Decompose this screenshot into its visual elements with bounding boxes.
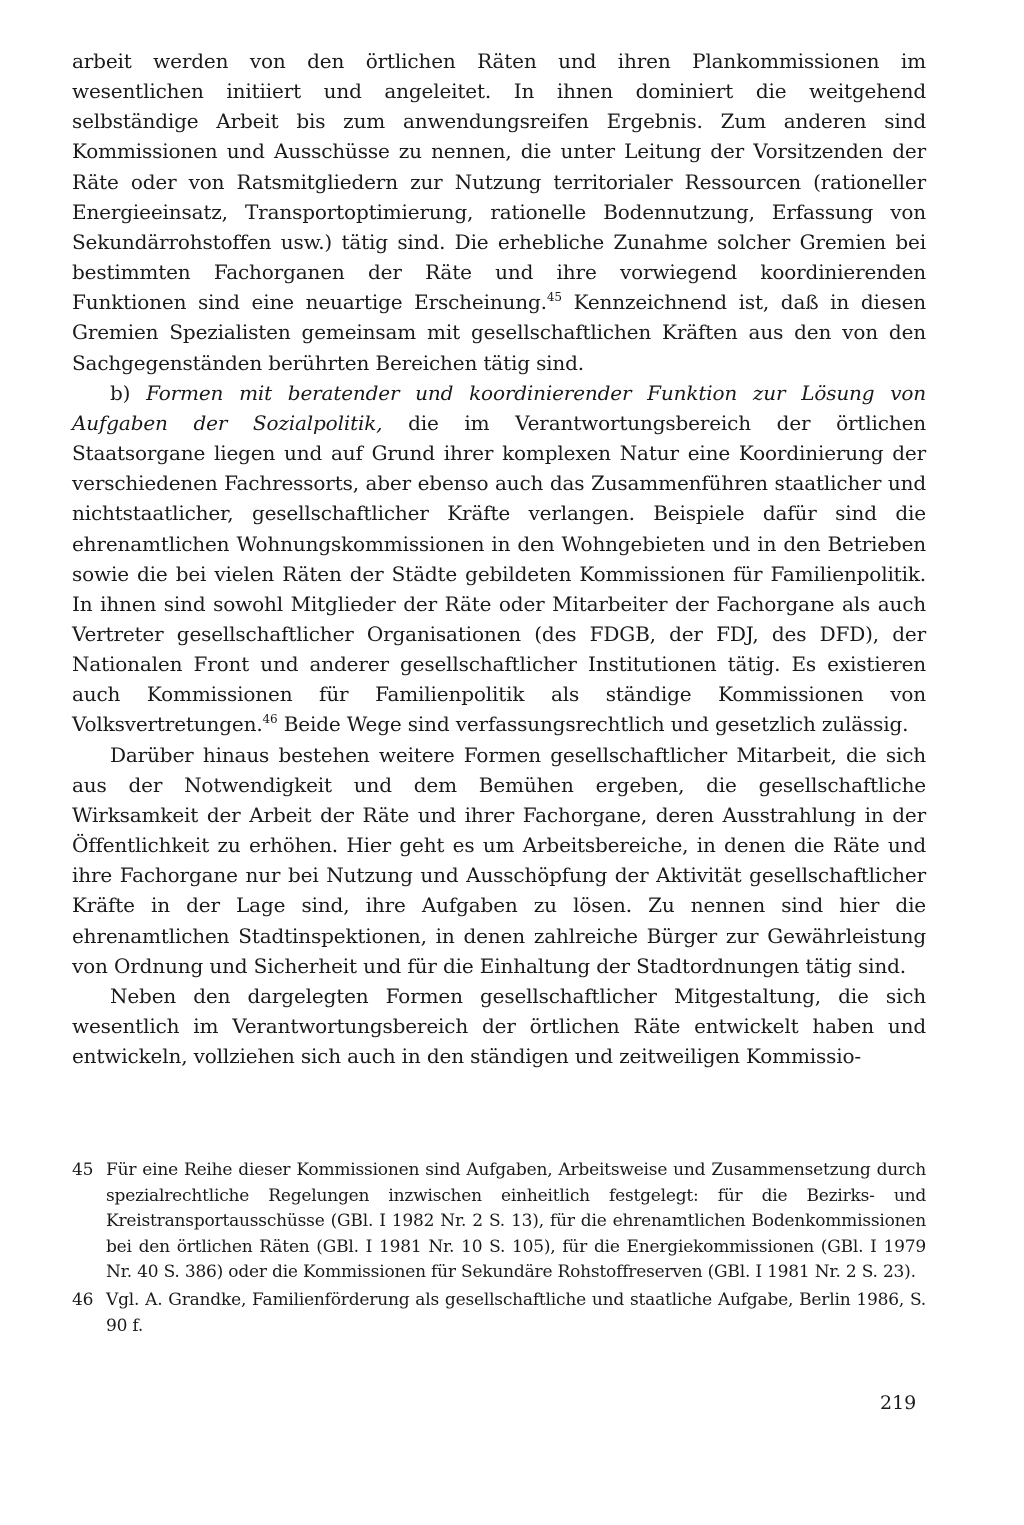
paragraph-1-text: arbeit werden von den örtlichen Räten und ihren Plankommissionen im wesentlichen initiiert und angeleitet. In ihnen dominiert die weitgehend selbständige Arbeit bis zum anwendungsreifen Ergebnis. Zum anderen sind Kommissionen und Ausschüsse zu nennen, die unter Leitung der Vorsitzenden der Räte oder von Ratsmitgliedern zur Nutzung territorialer Ressourcen (rationeller Energieeinsatz, Transportoptimierung, rationelle Bodennutzung, Erfassung von Sekundärrohstoffen usw.) tätig sind. Die erhebliche Zunahme solcher Gremien bei bestimmten Fachorganen der Räte und ihre vorwiegend koordinierenden Funktionen sind eine neuartige Erscheinung. bbox=[72, 49, 926, 315]
list-label-b: b) bbox=[110, 380, 147, 405]
footnote-text: Vgl. A. Grandke, Familienförderung als gesellschaftliche und staatliche Aufgabe, Berlin 1986, S. 90 f. bbox=[106, 1289, 926, 1336]
footnote-text: Für eine Reihe dieser Kommissionen sind Aufgaben, Arbeitsweise und Zusammensetzung durch spezialrechtliche Regelungen inzwischen einheitlich festgelegt: für die Bezirks- und Kreistransportausschüsse (GBl. I 1982 Nr. 2 S. 13), für die ehrenamtlichen Bodenkommissionen bei den örtlichen Räten (GBl. I 1981 Nr. 10 S. 105), für die Energiekommissionen (GBl. I 1979 Nr. 40 S. 386) oder die Kommissionen für Sekundäre Rohstoffreserven (GBl. I 1981 Nr. 2 S. 23). bbox=[106, 1160, 926, 1283]
paragraph-2 bbox=[72, 378, 926, 740]
footnote-ref-45: 45 bbox=[546, 290, 562, 305]
footnote-ref-46: 46 bbox=[262, 712, 278, 727]
paragraph-2-italic-lead: Formen mit beratender und koordinierender Funktion zur Lösung von Aufgaben der Sozialpolitik, bbox=[72, 380, 927, 435]
page-number: 219 bbox=[880, 1392, 917, 1414]
paragraph-2-continuation: Beide Wege sind verfassungsrechtlich und gesetzlich zulässig. bbox=[277, 712, 909, 737]
paragraph-3: Darüber hinaus bestehen weitere Formen gesellschaftlicher Mitarbeit, die sich aus der Notwendigkeit und dem Bemühen ergeben, die gesellschaftliche Wirksamkeit der Arbeit der Räte und ihrer Fachorgane, deren Ausstrahlung in der Öffentlichkeit zu erhöhen. Hier geht es um Arbeitsbereiche, in denen die Räte und ihre Fachorgane nur bei Nutzung und Ausschöpfung der Aktivität gesellschaftlicher Kräfte in der Lage sind, ihre Aufgaben zu lösen. Zu nennen sind hier die ehrenamtlichen Stadtinspektionen, in denen zahlreiche Bürger zur Gewährleistung von Ordnung und Sicherheit und für die Einhaltung der Stadtordnungen tätig sind. bbox=[72, 742, 926, 978]
paragraph-1 bbox=[72, 46, 926, 378]
footnote-45 bbox=[72, 1158, 926, 1286]
paragraph-1-continuation: Kennzeichnend ist, daß in diesen Gremien Spezialisten gemeinsam mit gesellschaftlichen Kräften aus den von den Sachgegenständen berührten Bereichen tätig sind. bbox=[72, 290, 926, 375]
footnote-number: 46 bbox=[72, 1289, 94, 1310]
paragraph-2-text: die im Verantwortungsbereich der örtlichen Staatsorgane liegen und auf Grund ihrer komplexen Natur eine Koordinierung der verschiedenen Fachressorts, aber ebenso auch das Zusammenführen staatlicher und nichtstaatlicher, gesellschaftlicher Kräfte verlangen. Beispiele dafür sind die ehrenamtlichen Wohnungskommissionen in den Wohngebieten und in den Betrieben sowie die bei vielen Räten der Städte gebildeten Kommissionen für Familienpolitik. In ihnen sind sowohl Mitglieder der Räte oder Mitarbeiter der Fachorgane als auch Vertreter gesellschaftlicher Organisationen (des FDGB, der FDJ, des DFD), der Nationalen Front und anderer gesellschaftlicher Institutionen tätig. Es existieren auch Kommissionen für Familienpolitik als ständige Kommissionen von Volksvertretungen. bbox=[72, 410, 926, 737]
footnotes bbox=[72, 1158, 926, 1341]
paragraph-4: Neben den dargelegten Formen gesellschaftlicher Mitgestaltung, die sich wesentlich im Verantwortungsbereich der örtlichen Räte entwickelt haben und entwickeln, vollziehen sich auch in den ständigen und zeitweiligen Kommissio- bbox=[72, 983, 926, 1069]
footnote-46 bbox=[72, 1288, 926, 1339]
main-text bbox=[72, 46, 926, 1071]
footnote-number: 45 bbox=[72, 1160, 94, 1180]
